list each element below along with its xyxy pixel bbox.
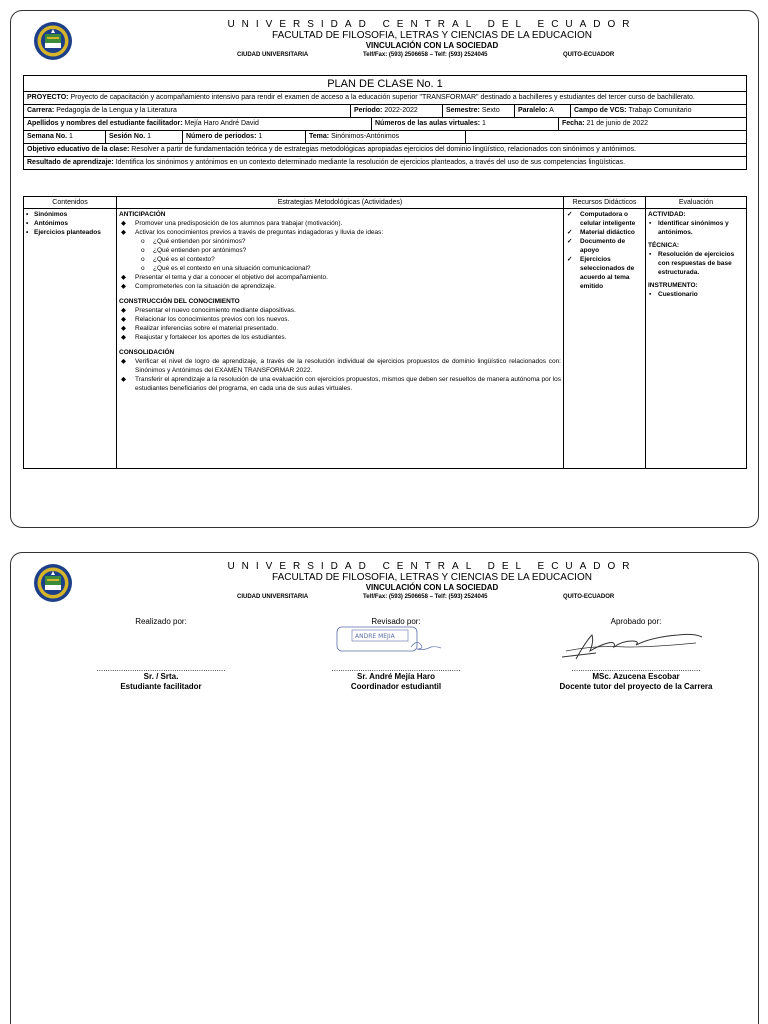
technique-label: TÉCNICA: — [648, 242, 680, 249]
session-label: Sesión No. — [109, 133, 146, 140]
student-value: Mejía Haro André David — [184, 120, 259, 127]
signature-reviewed: Revisado por: ANDRE MEJIA .......................................................... Sr. André Mejía Haro Coordinador estudiantil — [296, 617, 496, 692]
result-value: Identifica los sinónimos y antónimos en un contexto determinado mediante la resolución de ejercicios planteados, a través del uso de sus competencias lingüísticas. — [115, 159, 626, 166]
question-item: o ¿Qué entienden por sinónimos? — [141, 238, 246, 245]
col-resources-header: Recursos Didácticos — [564, 197, 646, 209]
strategy-item: ◆ Activar los conocimientos previos a través de preguntas indagadoras y lluvia de ideas: — [121, 229, 384, 236]
institution-header — [11, 561, 758, 603]
question-item: o ¿Qué es el contexto? — [141, 256, 215, 263]
strategy-item: ◆ Relacionar los conocimientos previos con los nuevos. — [121, 316, 290, 323]
periods-value: 1 — [258, 133, 263, 140]
question-item: o ¿Qué es el contexto en una situación comunicacional? — [141, 265, 311, 272]
week-value: 1 — [69, 133, 73, 140]
university-name: UNIVERSIDAD CENTRAL DEL ECUADOR — [227, 561, 637, 572]
made-label: Realizado por: — [135, 617, 187, 626]
objective-row — [23, 144, 747, 157]
reviewed-name: Sr. André Mejía Haro — [357, 672, 435, 681]
resource-item: ✓ Computadora o celular inteligente — [567, 211, 636, 227]
week-label: Semana No. — [27, 133, 68, 140]
strategies-cell — [117, 209, 564, 469]
signature-section — [11, 617, 758, 707]
vcs-label: Campo de VCS: — [574, 107, 627, 114]
strategy-item: ◆ Presentar el tema y dar a conocer el objetivo del acompañamiento. — [121, 274, 328, 281]
student-row — [23, 118, 747, 131]
topic-value: Sinónimos-Antónimos — [331, 133, 400, 140]
approved-name: MSc. Azucena Escobar — [592, 672, 680, 681]
stamp-text: ANDRE MEJIA — [355, 633, 395, 640]
career-row — [23, 105, 747, 118]
semester-label: Semestre: — [446, 107, 480, 114]
result-row — [23, 157, 747, 170]
question-item: o ¿Qué entienden por antónimos? — [141, 247, 247, 254]
evaluation-cell — [646, 209, 747, 469]
campus-text: CIUDAD UNIVERSITARIA — [237, 52, 309, 58]
contents-cell — [24, 209, 117, 469]
vcs-value: Trabajo Comunitario — [628, 107, 692, 114]
city-text: QUITO-ECUADOR — [563, 52, 615, 58]
date-value: 21 de junio de 2022 — [586, 120, 649, 127]
signature-approved: Aprobado por: .......................................................... MSc. Azucena Escobar Docente tutor del proyecto de la Carrera — [536, 617, 736, 692]
department-name: VINCULACIÓN CON LA SOCIEDAD — [365, 583, 499, 592]
city-text: QUITO-ECUADOR — [563, 594, 615, 600]
content-item: • Ejercicios planteados — [26, 229, 101, 236]
made-name: Sr. / Srta. — [143, 672, 179, 681]
phones-text: Telf/Fax: (593) 2506658 – Telf: (593) 2524045 — [363, 52, 488, 58]
career-label: Carrera: — [27, 107, 55, 114]
project-label: PROYECTO: — [27, 94, 69, 101]
content-item: • Antónimos — [26, 220, 68, 227]
rooms-label: Números de las aulas virtuales: — [375, 120, 481, 127]
document-page-1 — [10, 10, 759, 528]
document-page-2 — [10, 552, 759, 1024]
strategy-item: ◆ Transferir el aprendizaje a la resolución de una evaluación con ejercicios propuestos, mismos que deben ser resueltos de manera autónoma por los estudiantes beneficiarios del programa, en cada una de sus aulas virtuales. — [121, 376, 561, 392]
consolidation-title: CONSOLIDACIÓN — [119, 349, 175, 356]
objective-label: Objetivo educativo de la clase: — [27, 146, 130, 153]
rooms-value: 1 — [482, 120, 486, 127]
strategy-item: ◆ Presentar el nuevo conocimiento mediante diapositivas. — [121, 307, 296, 314]
topic-label: Tema: — [309, 133, 330, 140]
project-row — [23, 92, 747, 105]
strategy-item: ◆ Promover una predisposición de los alumnos para trabajar (motivación). — [121, 220, 343, 227]
activity-label: ACTIVIDAD: — [648, 211, 686, 218]
col-contents-header: Contenidos — [24, 197, 117, 209]
resource-item: ✓ Ejercicios seleccionados de acuerdo al tema emitido — [567, 256, 635, 290]
session-row — [23, 131, 747, 144]
activities-table — [23, 196, 747, 469]
student-label: Apellidos y nombres del estudiante facilitador: — [27, 120, 183, 127]
date-label: Fecha: — [562, 120, 585, 127]
plan-title-row — [23, 75, 747, 92]
plan-info-table — [23, 75, 747, 170]
approver-signature-icon — [556, 627, 706, 663]
resource-item: ✓ Material didáctico — [567, 229, 635, 236]
contact-line — [11, 593, 758, 603]
reviewed-label: Revisado por: — [371, 617, 421, 626]
activities-row — [24, 209, 747, 469]
col-strategies-header: Estrategias Metodológicas (Actividades) — [117, 197, 564, 209]
signature-made: Realizado por: .......................................................... Sr. / Srta. Estudiante facilitador — [61, 617, 261, 692]
strategy-item: ◆ Reajustar y fortalecer los aportes de los estudiantes. — [121, 334, 287, 341]
plan-title: PLAN DE CLASE No. 1 — [327, 78, 443, 90]
objective-value: Resolver a partir de fundamentación teórica y de estrategias metodológicas apropiadas ejercicios del dominio lingüístico, relacionados con sinónimos y antónimos. — [131, 146, 636, 153]
faculty-name: FACULTAD DE FILOSOFIA, LETRAS Y CIENCIAS DE LA EDUCACION — [272, 30, 592, 41]
resources-cell — [564, 209, 646, 469]
campus-text: CIUDAD UNIVERSITARIA — [237, 594, 309, 600]
approved-label: Aprobado por: — [610, 617, 662, 626]
career-value: Pedagogía de la Lengua y la Literatura — [56, 107, 177, 114]
department-name: VINCULACIÓN CON LA SOCIEDAD — [365, 41, 499, 50]
periods-label: Número de periodos: — [186, 133, 257, 140]
anticipation-title: ANTICIPACIÓN — [119, 211, 166, 218]
evaluation-item: ▪ Identificar sinónimos y antónimos. — [649, 220, 729, 236]
university-name: UNIVERSIDAD CENTRAL DEL ECUADOR — [227, 19, 637, 30]
institution-header — [11, 19, 758, 61]
phones-text: Telf/Fax: (593) 2506658 – Telf: (593) 2524045 — [363, 594, 488, 600]
content-item: • Sinónimos — [26, 211, 68, 218]
evaluation-item: ▪ Resolución de ejercicios con respuestas de base estructurada. — [649, 251, 735, 276]
period-value: 2022-2022 — [384, 107, 418, 114]
session-value: 1 — [147, 133, 152, 140]
reviewed-role: Coordinador estudiantil — [350, 682, 442, 691]
contact-line — [11, 51, 758, 61]
strategy-item: ◆ Realizar inferencias sobre el material presentado. — [121, 325, 279, 332]
construction-title: CONSTRUCCIÓN DEL CONOCIMIENTO — [119, 298, 240, 305]
strategy-item: ◆ Comprometerles con la situación de aprendizaje. — [121, 283, 276, 290]
resource-item: ✓ Documento de apoyo — [567, 238, 626, 254]
semester-value: Sexto — [481, 107, 500, 114]
parallel-label: Paralelo: — [518, 107, 548, 114]
made-role: Estudiante facilitador — [120, 682, 202, 691]
instrument-label: INSTRUMENTO: — [648, 282, 698, 289]
parallel-value: A — [549, 107, 554, 114]
faculty-name: FACULTAD DE FILOSOFIA, LETRAS Y CIENCIAS DE LA EDUCACION — [272, 572, 592, 583]
evaluation-item: ▪ Cuestionario — [649, 291, 698, 298]
project-value: Proyecto de capacitación y acompañamiento intensivo para rendir el examen de acceso a la educación superior "TRANSFORMAR" destinado a bachilleres y estudiantes del tercer curso de bachillerato. — [70, 94, 695, 101]
reviewer-signature-stamp — [336, 625, 456, 659]
approved-role: Docente tutor del proyecto de la Carrera — [559, 682, 713, 691]
col-evaluation-header: Evaluación — [646, 197, 747, 209]
result-label: Resultado de aprendizaje: — [27, 159, 114, 166]
strategy-item: ◆ Verificar el nivel de logro de aprendizaje, a través de la resolución individual de ejercicios propuestos de dominio lingüístico relacionados con: Sinónimos y Antónimos del EXAMEN TRANSFORMAR 2022. — [121, 358, 561, 374]
period-label: Período: — [354, 107, 383, 114]
